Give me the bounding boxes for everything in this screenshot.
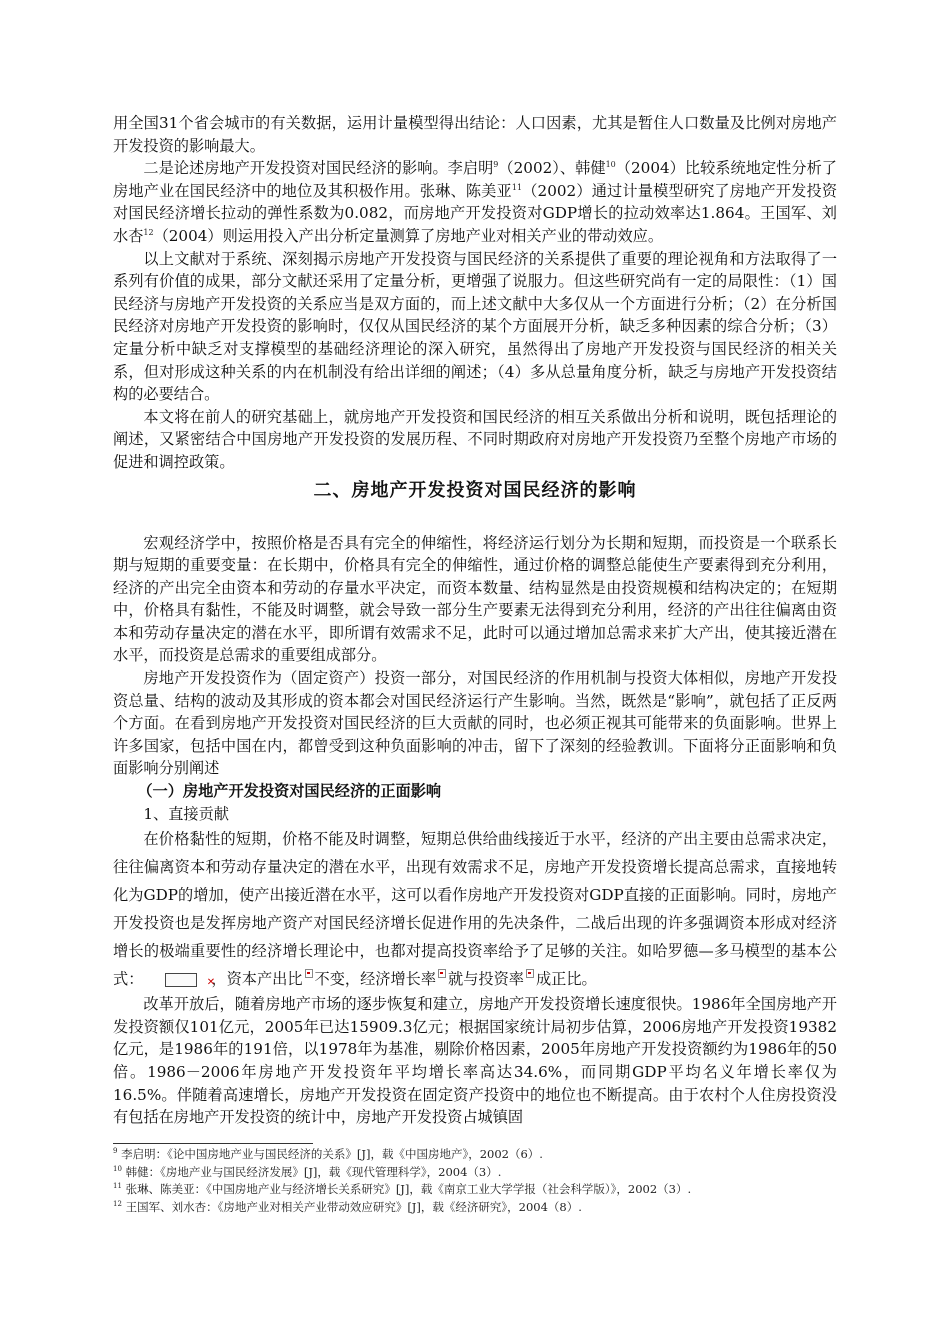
paragraph-text: （2004）则运用投入产出分析定量测算了房地产业对相关产业的带动效应。 xyxy=(153,226,664,245)
footnote-divider xyxy=(113,1143,313,1144)
footnote-text: 张琳、陈美亚：《中国房地产业与经济增长关系研究》[J]，载《南京工业大学学报（社会科学版）》，2002（3）. xyxy=(125,1182,692,1196)
paragraph-limitations: 以上文献对于系统、深刻揭示房地产开发投资与国民经济的关系提供了重要的理论视角和方法取得了一系列有价值的成果，部分文献还采用了定量分析，更增强了说服力。但这些研究尚有一定的局限性：（1）国民经济与房地产开发投资的关系应当是双方面的，而上述文献中大多仅从一个方面进行分析；（2）在分析国民经济对房地产开发投资的影响时，仅仅从国民经济的某个方面展开分析，缺乏多种因素的综合分析；（3）定量分析中缺乏对支撑模型的基础经济理论的深入研究，虽然得出了房地产开发投资与国民经济的相关关系，但对形成这种关系的内在机制没有给出详细的阐述；（4）多从总量角度分析，缺乏与房地产开发投资结构的必要结合。 xyxy=(113,249,837,404)
section-heading: 二、房地产开发投资对国民经济的影响 xyxy=(313,479,637,501)
paragraph-mechanism: 房地产开发投资作为（固定资产）投资一部分，对国民经济的作用机制与投资大体相似，房地产开发投资总量、结构的波动及其形成的资本都会对国民经济运行产生影响。当然，既然是“影响”，就包括了正反两个方面。在看到房地产开发投资对国民经济的巨大贡献的同时，也必须正视其可能带来的负面影响。世界上许多国家，包括中国在内，都曾受到这种负面影响的冲击，留下了深刻的经验教训。下面将分正面影响和负面影响分别阐述 xyxy=(113,669,837,778)
subsection-heading: （一）房地产开发投资对国民经济的正面影响 xyxy=(137,782,442,801)
paragraph-continued: 用全国31个省会城市的有关数据，运用计量模型得出结论：人口因素，尤其是暂住人口数量及比例对房地产开发投资的影响最大。 xyxy=(113,114,837,155)
paragraph-research-scope: 本文将在前人的研究基础上，就房地产开发投资和国民经济的相互关系做出分析和说明，既包括理论的阐述，又紧密结合中国房地产开发投资的发展历程、不同时期政府对房地产开发投资乃至整个房地产市场的促进和调控政策。 xyxy=(113,407,837,471)
paragraph-literature-2 xyxy=(113,157,837,247)
paragraph-text: （2002）通过计量模型研究了房地产开发投资对国民经济增长拉动的弹性系数为0.082，而房地产开发投资对GDP增长的拉动效率达1.864。王国军、刘水杏 xyxy=(113,181,838,245)
paragraph-text: 不变，经济增长率 xyxy=(314,970,436,989)
paragraph-text: 二是论述房地产开发投资对国民经济的影响。李启明 xyxy=(143,159,494,178)
footnotes xyxy=(113,1143,837,1216)
formula-image-icon xyxy=(165,973,197,987)
footnote-number: 12 xyxy=(113,1199,122,1208)
footnote-number: 9 xyxy=(113,1147,118,1156)
formula-symbol-icon xyxy=(305,969,313,978)
paragraph-text: （2002）、韩健 xyxy=(498,159,606,178)
document-body xyxy=(113,112,837,1129)
list-item-direct-contribution: 1、直接贡献 xyxy=(143,804,229,823)
footnote-number: 10 xyxy=(113,1164,122,1173)
footnote-text: 李启明：《论中国房地产业与国民经济的关系》[J]，载《中国房地产》，2002（6）. xyxy=(121,1147,543,1161)
footnote-12 xyxy=(113,1199,837,1217)
footnote-text: 王国军、刘水杏：《房地产业对相关产业带动效应研究》[J]，载《经济研究》，2004（8）. xyxy=(125,1199,582,1214)
footnote-ref-12[interactable]: 12 xyxy=(143,227,154,237)
footnote-ref-9[interactable]: 9 xyxy=(493,160,499,170)
footnote-10 xyxy=(113,1164,837,1182)
paragraph-text: ，资本产出比 xyxy=(211,970,303,989)
footnote-number: 11 xyxy=(113,1182,122,1191)
footnote-text: 韩健：《房地产业与国民经济发展》[J]，载《现代管理科学》，2004（3）. xyxy=(125,1164,502,1179)
footnote-11 xyxy=(113,1181,837,1199)
paragraph-macro-theory: 宏观经济学中，按照价格是否具有完全的伸缩性，将经济运行划分为长期和短期，而投资是一个联系长期与短期的重要变量：在长期中，价格具有完全的伸缩性，通过价格的调整总能使生产要素得到充分利用，经济的产出完全由资本和劳动的存量水平决定，而资本数量、结构显然是由投资规模和结构决定的；在短期中，价格具有黏性，不能及时调整，就会导致一部分生产要素无法得到充分利用，经济的产出往往偏离由资本和劳动存量决定的潜在水平，即所谓有效需求不足，此时可以通过增加总需求来扩大产出，使其接近潜在水平，而投资是总需求的重要组成部分。 xyxy=(113,533,837,665)
paragraph-text: 就与投资率 xyxy=(448,970,524,989)
footnote-ref-11[interactable]: 11 xyxy=(511,182,523,192)
paragraph-text: 在价格黏性的短期，价格不能及时调整，短期总供给曲线接近于水平，经济的产出主要由总需求决定，往往偏离资本和劳动存量决定的潜在水平，出现有效需求不足，房地产开发投资增长提高总需求，直接地转化为GDP的增加，使产出接近潜在水平，这可以看作房地产开发投资对GDP直接的正面影响。同时，房地产开发投资也是发挥房地产资产对国民经济增长促进作用的先决条件，二战后出现的许多强调资本形成对经济增长的极端重要性的经济增长理论中，也都对提高投资率给予了足够的关注。如哈罗德—多马模型的基本公式： xyxy=(113,830,837,989)
footnote-ref-10[interactable]: 10 xyxy=(605,160,616,170)
paragraph-growth-stats: 改革开放后，随着房地产市场的逐步恢复和建立，房地产开发投资增长速度很快。1986年全国房地产开发投资额仅101亿元，2005年已达15909.3亿元；根据国家统计局初步估算，2006房地产开发投资19382亿元，是1986年的191倍，以1978年为基准，剔除价格因素，2005年房地产开发投资额约为1986年的50倍。1986－2006年房地产开发投资年平均增长率高达34.6%，而同期GDP平均名义年增长率仅为16.5%。伴随着高速增长，房地产开发投资在固定资产投资中的地位也不断提高。由于农村个人住房投资没有包括在房地产开发投资的统计中，房地产开发投资占城镇固 xyxy=(113,995,837,1127)
formula-symbol-icon xyxy=(526,969,534,978)
paragraph-text: （2004）比较系统地定性分析了房地产业在国民经济中的地位及其积极作用。张琳、陈美亚 xyxy=(113,159,837,200)
formula-symbol-icon xyxy=(438,969,446,978)
paragraph-direct-effect xyxy=(113,825,837,993)
paragraph-text: 成正比。 xyxy=(535,970,597,989)
footnote-9 xyxy=(113,1146,837,1164)
